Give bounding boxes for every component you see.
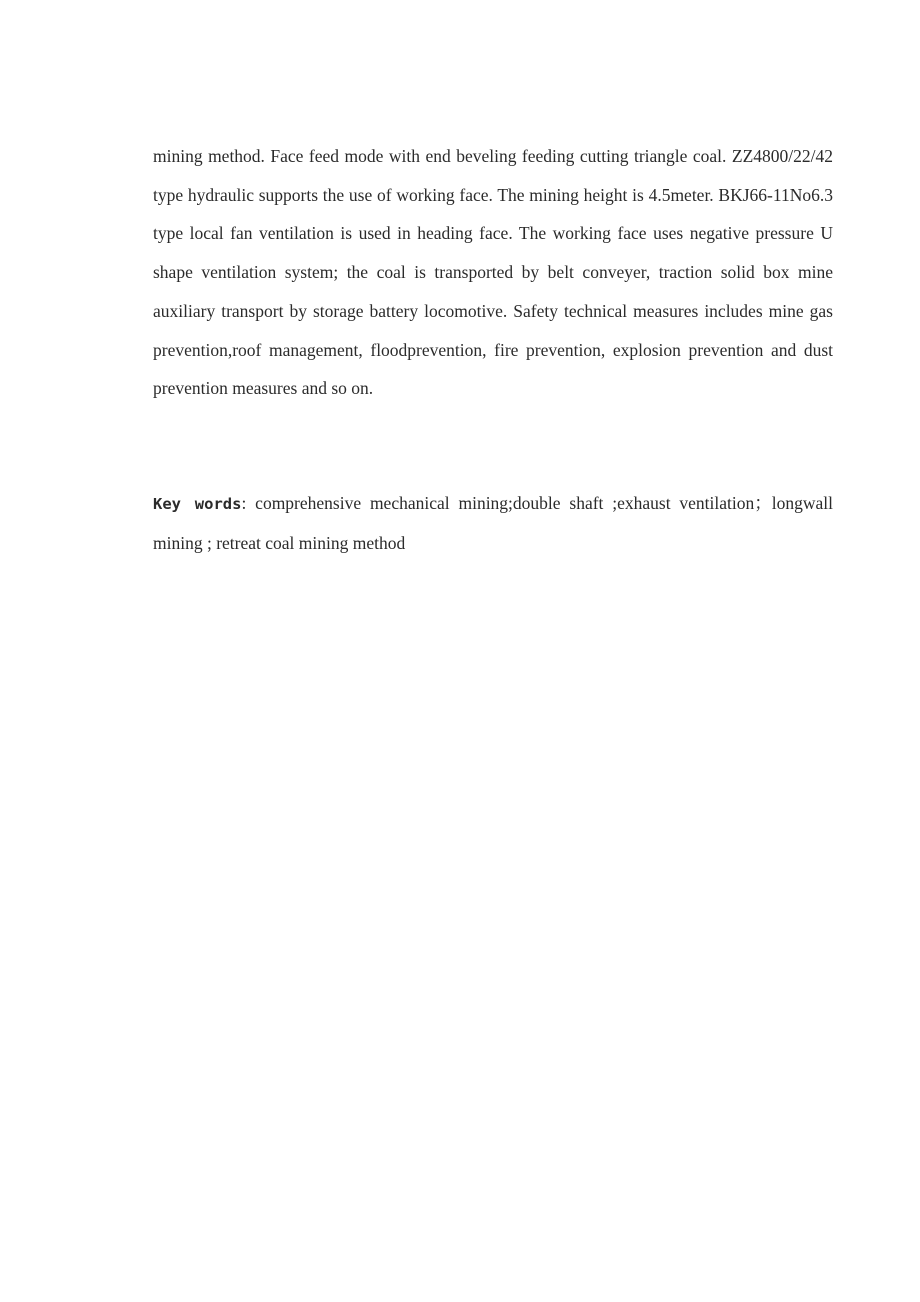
abstract-paragraph: mining method. Face feed mode with end beveling feeding cutting triangle coal. ZZ4800/22/42 type hydraulic supports the use of working face. The mining height is 4.5meter. BKJ66-11No6.3 type local fan ventilation is used in heading face. The working face uses negative pressure U shape ventilation system; the coal is transported by belt conveyer, traction solid box mine auxiliary transport by storage battery locomotive. Safety technical measures includes mine gas prevention,roof management, floodprevention, fire prevention, explosion prevention and dust prevention measures and so on.: [153, 146, 833, 399]
keywords-paragraph: [153, 484, 833, 562]
keywords-text: : comprehensive mechanical mining;double shaft ;exhaust ventilation；longwall mining ; retreat coal mining method: [153, 493, 833, 553]
keywords-label: Key words: [153, 495, 242, 513]
